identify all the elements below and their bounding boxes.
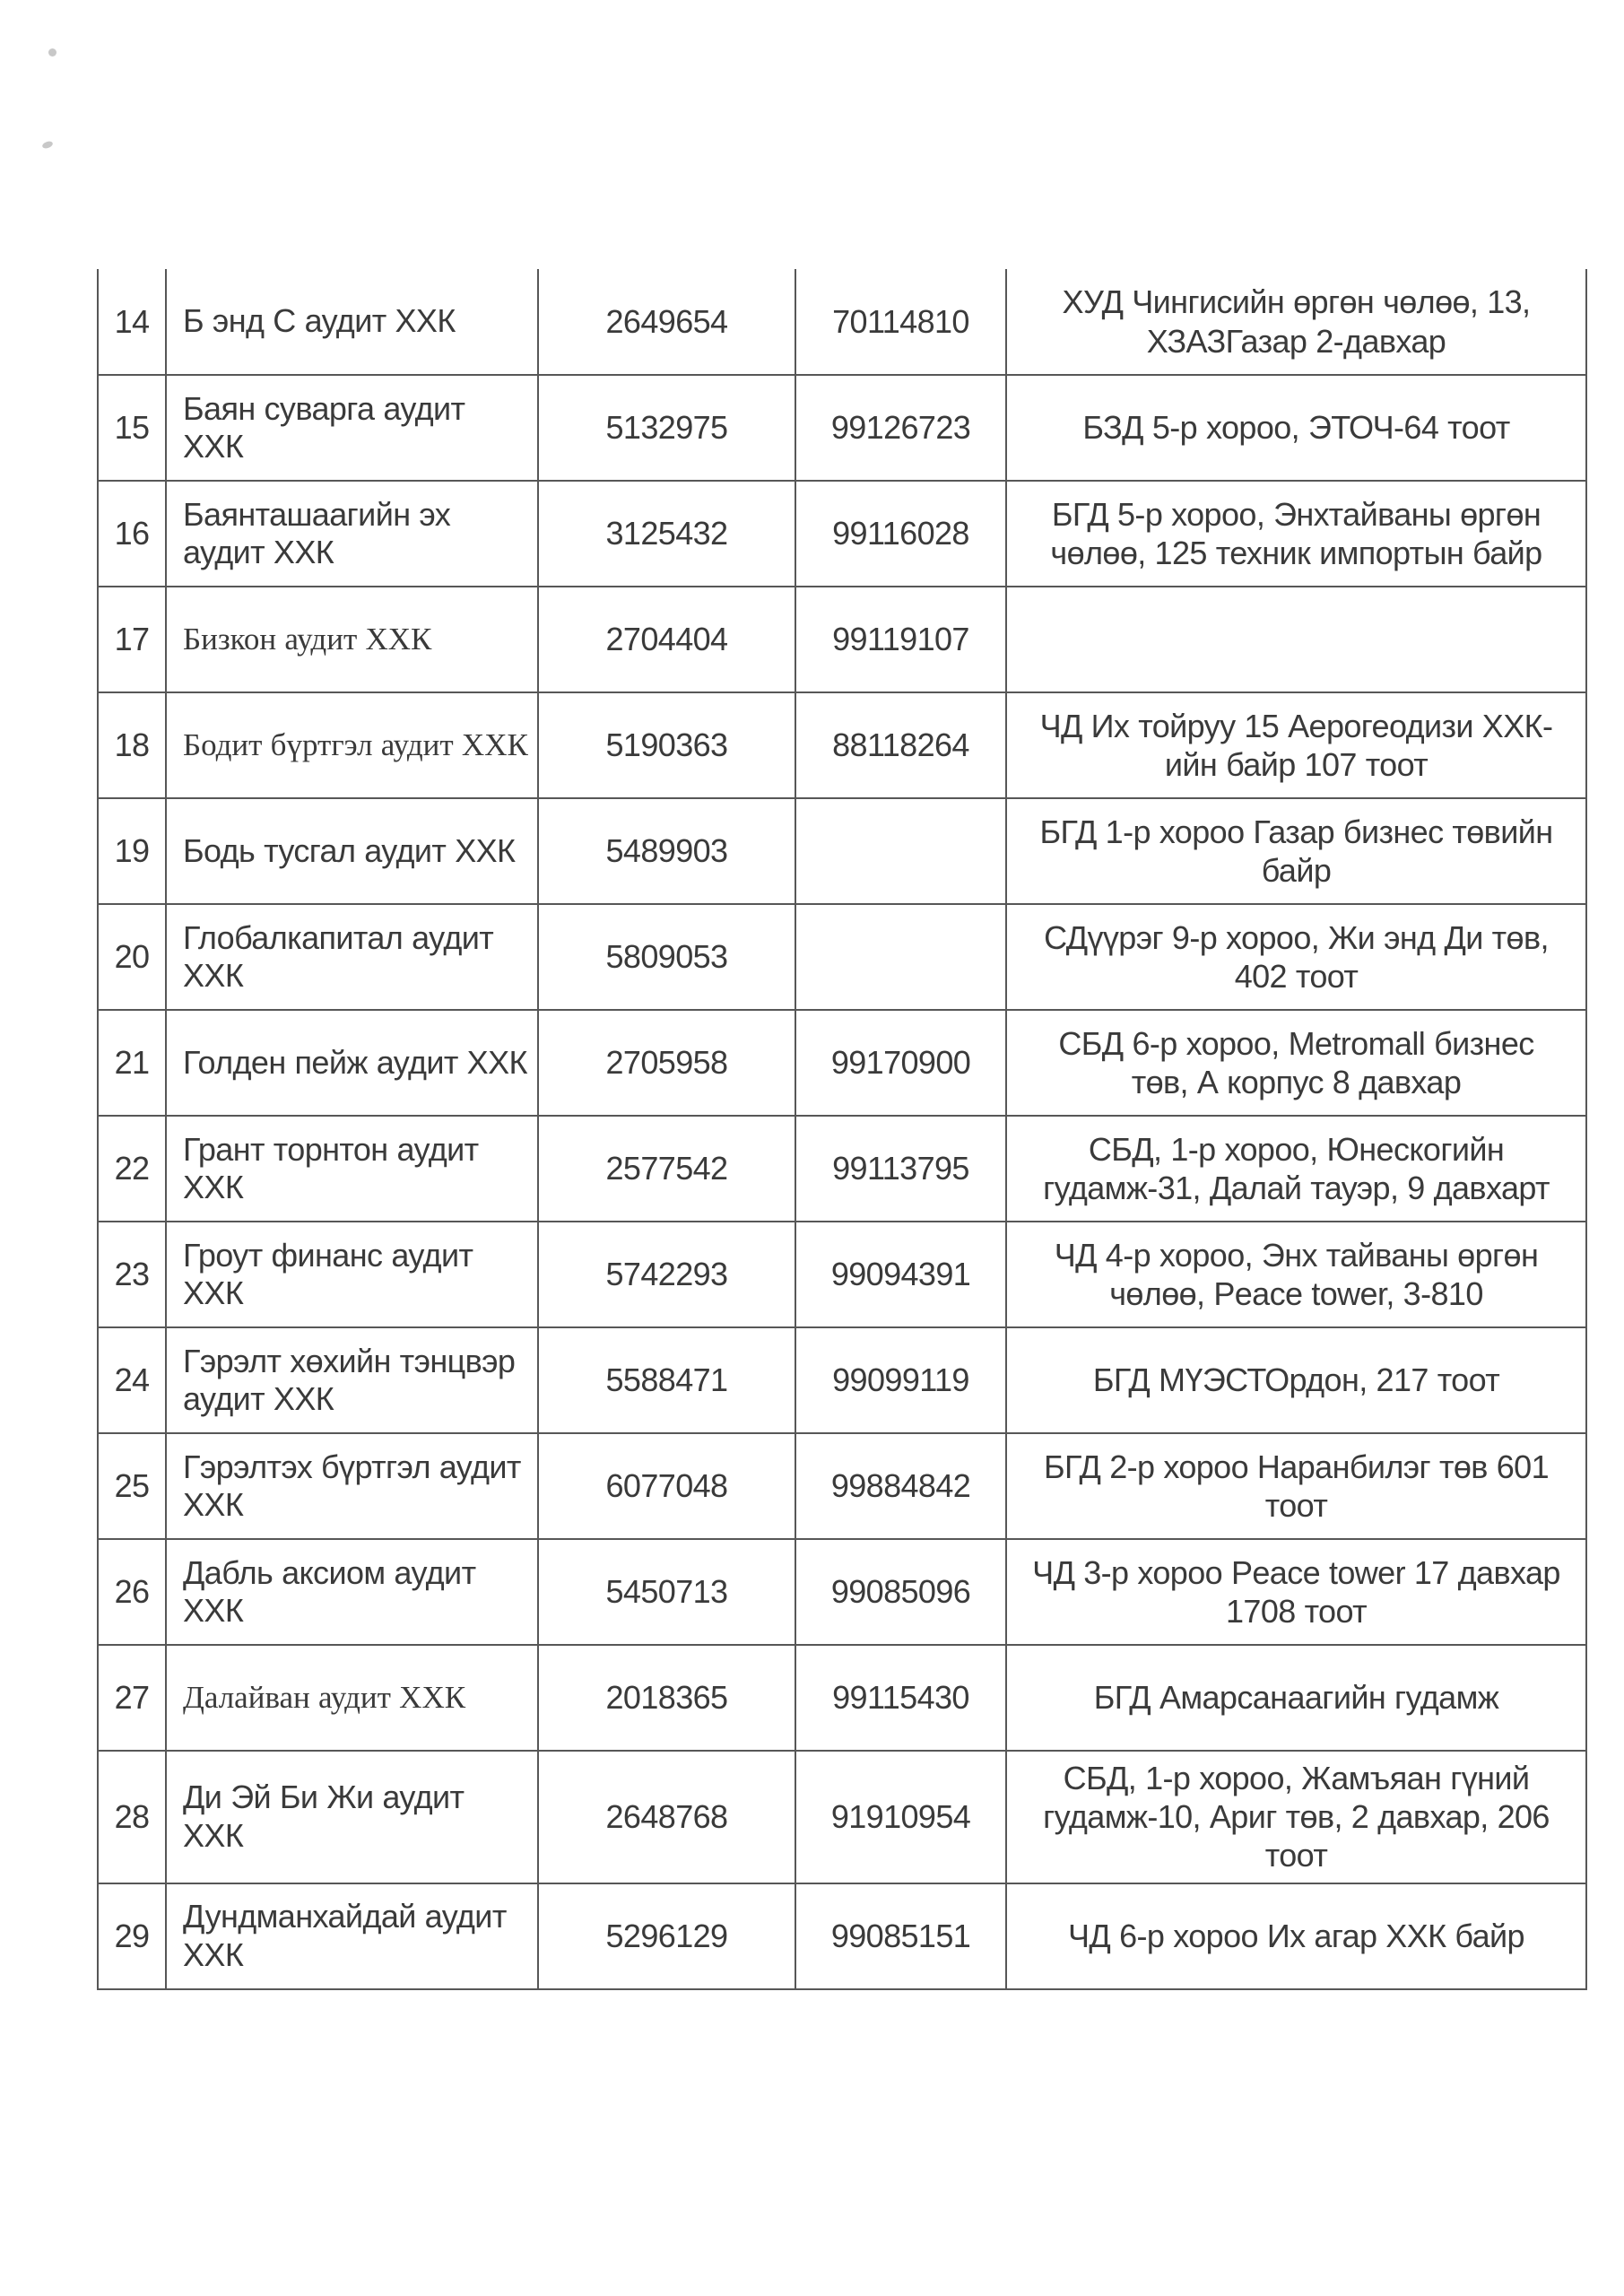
table-row bbox=[98, 904, 1586, 1010]
address-cell: БЗД 5-р хороо, ЭТОЧ-64 тоот bbox=[1006, 375, 1586, 481]
phone-number-cell: 99085151 bbox=[795, 1883, 1006, 1989]
table-row bbox=[98, 1751, 1586, 1883]
table-row bbox=[98, 481, 1586, 587]
address-cell: БГД МҮЭСТОрдон, 217 тоот bbox=[1006, 1327, 1586, 1433]
row-number-cell: 19 bbox=[98, 798, 166, 904]
row-number-cell: 22 bbox=[98, 1116, 166, 1222]
company-name-cell: Гэрэлтэх бүртгэл аудит ХХК bbox=[166, 1433, 538, 1539]
table-row bbox=[98, 375, 1586, 481]
row-number-cell: 18 bbox=[98, 692, 166, 798]
address-cell: СБД, 1-р хороо, Юнескогийн гудамж-31, Далай тауэр, 9 давхарт bbox=[1006, 1116, 1586, 1222]
address-cell: БГД 5-р хороо, Энхтайваны өргөн чөлөө, 125 техник импортын байр bbox=[1006, 481, 1586, 587]
address-cell: СБД, 1-р хороо, Жамъяан гүний гудамж-10, Ариг төв, 2 давхар, 206 тоот bbox=[1006, 1751, 1586, 1883]
row-number-cell: 15 bbox=[98, 375, 166, 481]
phone-number-cell: 70114810 bbox=[795, 269, 1006, 375]
phone-number-cell: 99126723 bbox=[795, 375, 1006, 481]
company-name-cell: Глобалкапитал аудит ХХК bbox=[166, 904, 538, 1010]
table-row bbox=[98, 1539, 1586, 1645]
company-name-cell: Ди Эй Би Жи аудит ХХК bbox=[166, 1751, 538, 1883]
row-number-cell: 28 bbox=[98, 1751, 166, 1883]
address-cell: ЧД Их тойруу 15 Аерогеодизи ХХК-ийн байр 107 тоот bbox=[1006, 692, 1586, 798]
registration-number-cell: 5742293 bbox=[538, 1222, 795, 1327]
registration-number-cell: 5450713 bbox=[538, 1539, 795, 1645]
registration-number-cell: 5296129 bbox=[538, 1883, 795, 1989]
company-name-cell: Бодит бүртгэл аудит ХХК bbox=[166, 692, 538, 798]
address-cell: БГД 2-р хороо Наранбилэг төв 601 тоот bbox=[1006, 1433, 1586, 1539]
registration-number-cell: 5489903 bbox=[538, 798, 795, 904]
audit-companies-table bbox=[97, 269, 1587, 1990]
company-name-cell: Б энд С аудит ХХК bbox=[166, 269, 538, 375]
company-name-cell: Грант торнтон аудит ХХК bbox=[166, 1116, 538, 1222]
company-name-cell: Далайван аудит ХХК bbox=[166, 1645, 538, 1751]
phone-number-cell: 99094391 bbox=[795, 1222, 1006, 1327]
table-row bbox=[98, 692, 1586, 798]
address-cell: БГД 1-р хороо Газар бизнес төвийн байр bbox=[1006, 798, 1586, 904]
phone-number-cell bbox=[795, 904, 1006, 1010]
address-cell: СБД 6-р хороо, Metromall бизнес төв, А корпус 8 давхар bbox=[1006, 1010, 1586, 1116]
address-cell: СДүүрэг 9-р хороо, Жи энд Ди төв, 402 тоот bbox=[1006, 904, 1586, 1010]
address-cell: ЧД 4-р хороо, Энх тайваны өргөн чөлөө, Peace tower, 3-810 bbox=[1006, 1222, 1586, 1327]
row-number-cell: 20 bbox=[98, 904, 166, 1010]
company-name-cell: Бодь тусгал аудит ХХК bbox=[166, 798, 538, 904]
company-name-cell: Дабль аксиом аудит ХХК bbox=[166, 1539, 538, 1645]
row-number-cell: 17 bbox=[98, 587, 166, 692]
table-row bbox=[98, 1327, 1586, 1433]
company-name-cell: Голден пейж аудит ХХК bbox=[166, 1010, 538, 1116]
registration-number-cell: 2649654 bbox=[538, 269, 795, 375]
phone-number-cell: 99085096 bbox=[795, 1539, 1006, 1645]
company-name-cell: Дундманхайдай аудит ХХК bbox=[166, 1883, 538, 1989]
registration-number-cell: 2577542 bbox=[538, 1116, 795, 1222]
company-name-cell: Баянташаагийн эх аудит ХХК bbox=[166, 481, 538, 587]
row-number-cell: 24 bbox=[98, 1327, 166, 1433]
table-row bbox=[98, 1010, 1586, 1116]
phone-number-cell: 99116028 bbox=[795, 481, 1006, 587]
phone-number-cell: 91910954 bbox=[795, 1751, 1006, 1883]
company-name-cell: Гроут финанс аудит ХХК bbox=[166, 1222, 538, 1327]
registration-number-cell: 5190363 bbox=[538, 692, 795, 798]
registration-number-cell: 5132975 bbox=[538, 375, 795, 481]
address-cell: БГД Амарсанаагийн гудамж bbox=[1006, 1645, 1586, 1751]
phone-number-cell: 99099119 bbox=[795, 1327, 1006, 1433]
table-row bbox=[98, 1645, 1586, 1751]
table-row bbox=[98, 587, 1586, 692]
scan-speck bbox=[41, 140, 54, 150]
address-cell: ЧД 6-р хороо Их агар ХХК байр bbox=[1006, 1883, 1586, 1989]
table-row bbox=[98, 1883, 1586, 1989]
registration-number-cell: 5588471 bbox=[538, 1327, 795, 1433]
phone-number-cell: 99113795 bbox=[795, 1116, 1006, 1222]
phone-number-cell: 99884842 bbox=[795, 1433, 1006, 1539]
phone-number-cell: 99115430 bbox=[795, 1645, 1006, 1751]
registration-number-cell: 2648768 bbox=[538, 1751, 795, 1883]
registration-number-cell: 5809053 bbox=[538, 904, 795, 1010]
row-number-cell: 26 bbox=[98, 1539, 166, 1645]
registration-number-cell: 2018365 bbox=[538, 1645, 795, 1751]
table-row bbox=[98, 1116, 1586, 1222]
address-cell: ХУД Чингисийн өргөн чөлөө, 13, ХЗАЗГазар 2-давхар bbox=[1006, 269, 1586, 375]
company-name-cell: Гэрэлт хөхийн тэнцвэр аудит ХХК bbox=[166, 1327, 538, 1433]
row-number-cell: 14 bbox=[98, 269, 166, 375]
row-number-cell: 27 bbox=[98, 1645, 166, 1751]
row-number-cell: 16 bbox=[98, 481, 166, 587]
company-name-cell: Баян суварга аудит ХХК bbox=[166, 375, 538, 481]
table-row bbox=[98, 269, 1586, 375]
address-cell bbox=[1006, 587, 1586, 692]
phone-number-cell bbox=[795, 798, 1006, 904]
scan-speck bbox=[48, 48, 56, 57]
registration-number-cell: 2704404 bbox=[538, 587, 795, 692]
address-cell: ЧД 3-р хороо Peace tower 17 давхар 1708 тоот bbox=[1006, 1539, 1586, 1645]
company-name-cell: Бизкон аудит ХХК bbox=[166, 587, 538, 692]
table-row bbox=[98, 1433, 1586, 1539]
row-number-cell: 21 bbox=[98, 1010, 166, 1116]
table-row bbox=[98, 798, 1586, 904]
registration-number-cell: 2705958 bbox=[538, 1010, 795, 1116]
registration-number-cell: 6077048 bbox=[538, 1433, 795, 1539]
row-number-cell: 23 bbox=[98, 1222, 166, 1327]
table-body bbox=[98, 269, 1586, 1989]
row-number-cell: 29 bbox=[98, 1883, 166, 1989]
table-row bbox=[98, 1222, 1586, 1327]
phone-number-cell: 99170900 bbox=[795, 1010, 1006, 1116]
row-number-cell: 25 bbox=[98, 1433, 166, 1539]
phone-number-cell: 99119107 bbox=[795, 587, 1006, 692]
registration-number-cell: 3125432 bbox=[538, 481, 795, 587]
phone-number-cell: 88118264 bbox=[795, 692, 1006, 798]
